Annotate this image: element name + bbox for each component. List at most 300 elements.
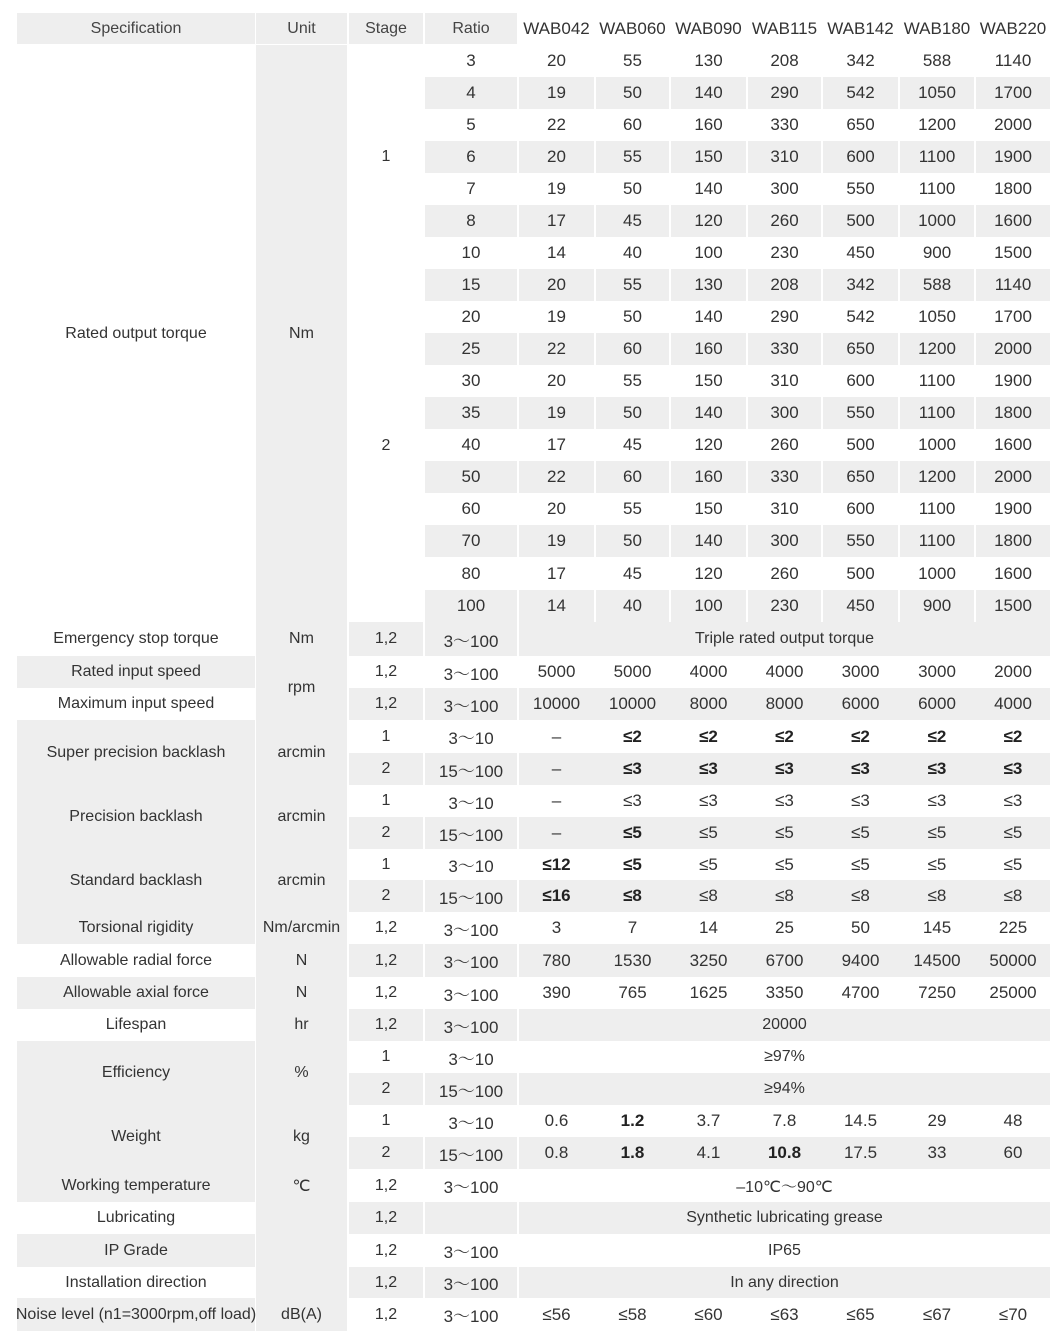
row-shading [425, 1202, 517, 1234]
spec-value: ≤5 [699, 854, 718, 874]
torque-value: 1700 [994, 307, 1032, 326]
merged-value: In any direction [730, 1273, 839, 1291]
torque-value: 140 [694, 403, 723, 422]
header-model: WAB180 [903, 18, 971, 38]
stage-label: 2 [381, 1080, 391, 1097]
ratio-value: 50 [461, 467, 481, 486]
torque-value: 2000 [994, 467, 1032, 486]
stage-label: 1,2 [374, 1176, 398, 1194]
torque-value: 140 [694, 531, 723, 550]
spec-value: ≤5 [851, 823, 870, 842]
spec-value: 4000 [994, 694, 1032, 713]
torque-value: 1000 [918, 435, 956, 454]
spec-value: ≤12 [542, 854, 571, 874]
spec-value: 14 [699, 918, 718, 937]
torque-value: 310 [770, 499, 799, 518]
spec-value: 4.1 [696, 1143, 721, 1162]
stage-label: 1 [381, 727, 391, 745]
torque-value: 450 [846, 596, 875, 615]
torque-value: 1100 [918, 179, 956, 198]
spec-value: 0.8 [544, 1143, 569, 1162]
header-stage: Stage [365, 19, 407, 37]
merged-value: Synthetic lubricating grease [686, 1209, 883, 1226]
spec-value: ≤8 [775, 886, 794, 905]
unit-label: arcmin [277, 808, 326, 825]
header-specification: Specification [90, 19, 182, 37]
torque-value: 19 [547, 307, 566, 326]
unit-label: arcmin [277, 743, 326, 761]
spec-value: ≤3 [851, 759, 870, 778]
ratio-value: 15～100 [438, 888, 504, 908]
spec-value: 0.6 [544, 1111, 569, 1130]
spec-value: ≤3 [1003, 759, 1023, 778]
torque-value: 20 [547, 275, 566, 294]
merged-value: ≥97% [764, 1048, 805, 1065]
torque-value: 22 [547, 115, 566, 134]
spec-value: 3000 [918, 662, 956, 681]
spec-label: Emergency stop torque [53, 630, 219, 647]
torque-value: 55 [623, 147, 642, 166]
spec-value: 9400 [841, 950, 880, 970]
spec-value: ≤56 [542, 1304, 571, 1324]
spec-value: 60 [1003, 1143, 1023, 1162]
torque-value: 1600 [994, 211, 1032, 230]
spec-value: 3350 [765, 983, 804, 1002]
stage-label: 1,2 [374, 1305, 398, 1323]
stage-label: 2 [381, 824, 391, 841]
torque-value: 1800 [994, 403, 1032, 422]
torque-value: 1000 [918, 563, 956, 583]
spec-value: 4700 [841, 983, 880, 1002]
torque-value: 55 [623, 499, 642, 518]
unit-label: N [295, 984, 308, 1001]
torque-value: 55 [623, 51, 642, 70]
spec-value: ≤67 [922, 1304, 952, 1324]
torque-value: 45 [623, 563, 642, 583]
spec-value: ≤3 [927, 759, 947, 778]
torque-value: 1050 [918, 83, 956, 102]
torque-value: 588 [922, 51, 952, 70]
spec-value: ≤3 [927, 791, 947, 810]
header-model: WAB090 [675, 18, 742, 38]
ratio-value: 60 [461, 499, 481, 518]
torque-value: 1500 [994, 243, 1032, 262]
torque-value: 22 [547, 339, 566, 358]
torque-value: 650 [846, 467, 875, 486]
torque-value: 19 [547, 531, 566, 550]
spec-value: 8000 [689, 694, 728, 713]
spec-value: ≤2 [851, 726, 870, 746]
spec-label: Lubricating [96, 1209, 176, 1226]
spec-value: ≤5 [851, 854, 870, 874]
spec-label: Working temperature [61, 1176, 211, 1194]
ratio-value: 3 [466, 51, 476, 70]
torque-value: 19 [547, 179, 566, 198]
spec-value: ≤5 [775, 823, 794, 842]
torque-value: 1200 [918, 115, 956, 134]
spec-value: ≤5 [775, 854, 794, 874]
ratio-value: 3～100 [443, 696, 499, 716]
ratio-value: 3～100 [443, 1243, 499, 1262]
header-model: WAB042 [523, 18, 590, 38]
torque-value: 550 [846, 531, 875, 550]
spec-value: ≤58 [618, 1304, 647, 1324]
torque-value: 60 [623, 115, 642, 134]
ratio-value: 3～100 [443, 664, 499, 684]
torque-value: 542 [846, 83, 875, 102]
torque-value: 1100 [918, 499, 956, 518]
spec-value: ≤5 [927, 854, 947, 874]
torque-value: 100 [694, 596, 723, 615]
torque-value: 2000 [994, 115, 1032, 134]
torque-value: 50 [623, 307, 642, 326]
torque-value: 130 [694, 51, 723, 70]
torque-value: 17 [547, 563, 566, 583]
spec-value: 1625 [689, 983, 728, 1002]
spec-label: Noise level (n1=3000rpm,off load) [15, 1305, 257, 1323]
torque-value: 600 [846, 499, 875, 518]
torque-value: 55 [623, 275, 642, 294]
torque-value: 1800 [994, 179, 1032, 198]
ratio-value: 3～10 [448, 1113, 494, 1133]
spec-value: ≤8 [623, 886, 642, 905]
torque-value: 60 [623, 339, 642, 358]
ratio-value: 70 [461, 531, 481, 550]
spec-label: IP Grade [104, 1241, 168, 1259]
spec-value: ≤3 [1003, 791, 1023, 810]
torque-value: 150 [694, 147, 723, 166]
spec-value: 17.5 [843, 1143, 878, 1162]
torque-value: 14 [547, 243, 566, 262]
torque-value: 500 [846, 563, 875, 583]
spec-value: 14500 [913, 950, 961, 970]
torque-value: 260 [770, 435, 799, 454]
torque-value: 20 [547, 147, 566, 166]
spec-value: 6700 [765, 950, 804, 970]
spec-label: Rated output torque [65, 324, 207, 342]
spec-value: 10000 [608, 694, 657, 713]
unit-label: rpm [287, 679, 316, 696]
spec-label: Allowable radial force [59, 951, 213, 969]
spec-value: 10.8 [767, 1143, 802, 1162]
torque-value: 650 [846, 339, 875, 358]
stage-label: 1,2 [374, 984, 398, 1001]
torque-value: 50 [623, 531, 642, 550]
spec-value: 8000 [765, 694, 804, 713]
torque-value: 1700 [994, 83, 1032, 102]
torque-value: 260 [770, 563, 799, 583]
ratio-value: 5 [466, 115, 476, 134]
header-model: WAB220 [979, 18, 1047, 38]
stage-label: 1 [381, 1048, 391, 1065]
stage-label: 1,2 [374, 1241, 398, 1259]
spec-value: ≤3 [623, 791, 642, 810]
torque-value: 1100 [918, 371, 956, 390]
stage-label: 1,2 [374, 951, 398, 969]
spec-value: ≤5 [1003, 854, 1023, 874]
torque-value: 650 [846, 115, 875, 134]
spec-label: Maximum input speed [57, 695, 215, 712]
torque-value: 19 [547, 83, 566, 102]
torque-value: 342 [846, 51, 875, 70]
spec-value: 50 [851, 918, 870, 937]
stage-label: 1,2 [374, 1016, 398, 1033]
header-ratio: Ratio [452, 19, 490, 37]
stage-label: 1 [381, 792, 391, 809]
stage-label: 1 [381, 148, 391, 165]
torque-value: 1600 [994, 563, 1032, 583]
ratio-value: 3～10 [448, 857, 494, 876]
unit-label: N [295, 951, 308, 969]
header-model: WAB115 [751, 18, 818, 38]
unit-label: Nm [289, 324, 314, 342]
torque-value: 290 [770, 307, 799, 326]
torque-value: 160 [694, 115, 723, 134]
unit-label: hr [294, 1016, 309, 1033]
spec-value: 6000 [918, 694, 956, 713]
ratio-value: 4 [466, 83, 476, 102]
spec-value: 10000 [532, 694, 581, 713]
unit-label: Nm/arcmin [262, 919, 341, 936]
torque-value: 1200 [918, 467, 956, 486]
torque-value: 600 [846, 371, 875, 390]
spec-label: Weight [111, 1128, 161, 1145]
torque-value: 17 [547, 211, 566, 230]
torque-value: 550 [846, 403, 875, 422]
stage-label: 1,2 [374, 1209, 398, 1226]
torque-value: 260 [770, 211, 799, 230]
ratio-value: 15～100 [438, 1081, 504, 1101]
spec-value: ≤8 [1003, 886, 1023, 905]
ratio-value: 100 [456, 596, 486, 615]
torque-value: 120 [694, 435, 723, 454]
torque-value: 50 [623, 403, 642, 422]
torque-value: 300 [770, 179, 799, 198]
spec-value: 29 [927, 1111, 947, 1130]
unit-label: dB(A) [281, 1305, 322, 1323]
ratio-value: 3～100 [443, 1017, 499, 1037]
torque-value: 208 [770, 51, 799, 70]
torque-value: 45 [623, 435, 642, 454]
torque-value: 1050 [918, 307, 956, 326]
stage-label: 1,2 [374, 630, 398, 647]
spec-value: 780 [542, 950, 571, 970]
spec-value: 3 [551, 918, 562, 937]
torque-value: 588 [922, 275, 952, 294]
spec-value: ≤3 [851, 791, 870, 810]
spec-value: ≤5 [699, 823, 718, 842]
torque-value: 130 [694, 275, 723, 294]
torque-value: 140 [694, 307, 723, 326]
spec-value: ≤2 [699, 726, 718, 746]
ratio-value: 15 [461, 275, 481, 294]
ratio-value: 3～100 [443, 1178, 499, 1197]
stage-label: 2 [381, 1144, 391, 1161]
stage-label: 2 [381, 436, 391, 454]
torque-value: 1900 [994, 147, 1032, 166]
spec-value: ≤3 [699, 759, 718, 778]
spec-value: ≤3 [699, 791, 718, 810]
torque-value: 230 [770, 243, 799, 262]
ratio-value: 7 [466, 179, 476, 198]
spec-value: ≤70 [998, 1304, 1028, 1324]
spec-value: – [551, 759, 562, 778]
spec-value: – [551, 823, 562, 842]
unit-label: % [294, 1064, 309, 1081]
spec-value: 225 [998, 918, 1028, 937]
spec-value: 765 [618, 983, 647, 1002]
spec-value: ≤5 [1003, 823, 1023, 842]
torque-value: 1500 [994, 596, 1032, 615]
ratio-value: 25 [461, 339, 481, 358]
torque-value: 1000 [918, 211, 956, 230]
torque-value: 208 [770, 275, 799, 294]
ratio-value: 15～100 [438, 825, 504, 845]
spec-value: 50000 [989, 950, 1037, 970]
stage-label: 2 [381, 760, 391, 777]
spec-value: ≤2 [927, 726, 947, 746]
header-model: WAB060 [599, 18, 666, 38]
torque-value: 160 [694, 467, 723, 486]
spec-value: 3000 [841, 662, 880, 681]
spec-value: ≤2 [623, 726, 642, 746]
ratio-value: 20 [461, 307, 481, 326]
torque-value: 1140 [994, 275, 1032, 294]
unit-label: arcmin [277, 871, 326, 889]
spec-value: 1.2 [620, 1111, 645, 1130]
torque-value: 20 [547, 371, 566, 390]
spec-value: 14.5 [843, 1111, 878, 1130]
stage-label: 1,2 [374, 1273, 398, 1291]
torque-value: 300 [770, 403, 799, 422]
torque-value: 1140 [994, 51, 1032, 70]
ratio-value: 15～100 [438, 761, 504, 781]
torque-value: 300 [770, 531, 799, 550]
spec-value: ≤3 [623, 759, 642, 778]
torque-value: 310 [770, 371, 799, 390]
torque-value: 19 [547, 403, 566, 422]
torque-value: 140 [694, 179, 723, 198]
spec-value: ≤3 [775, 759, 794, 778]
ratio-value: 6 [466, 147, 476, 166]
torque-value: 542 [846, 307, 875, 326]
stage-label: 1 [381, 1112, 391, 1129]
torque-value: 1100 [918, 403, 956, 422]
torque-value: 50 [623, 83, 642, 102]
ratio-value: 30 [461, 371, 481, 390]
unit-label: Nm [289, 630, 314, 647]
ratio-value: 3～100 [443, 985, 499, 1005]
torque-value: 60 [623, 467, 642, 486]
ratio-value: 3～100 [443, 631, 499, 651]
stage-label: 1,2 [374, 663, 398, 680]
torque-value: 230 [770, 596, 799, 615]
torque-value: 900 [922, 596, 952, 615]
spec-label: Installation direction [65, 1273, 207, 1291]
spec-value: 7 [627, 918, 638, 937]
merged-value: Triple rated output torque [694, 630, 875, 647]
ratio-value: 3～10 [448, 1049, 494, 1069]
torque-value: 1100 [918, 531, 956, 550]
spec-value: ≤8 [851, 886, 870, 905]
torque-value: 100 [694, 243, 723, 262]
spec-value: 25000 [989, 983, 1037, 1002]
spec-label: Lifespan [105, 1016, 167, 1033]
spec-value: ≤5 [623, 854, 642, 874]
torque-value: 55 [623, 371, 642, 390]
torque-value: 900 [922, 243, 952, 262]
spec-value: ≤3 [775, 791, 794, 810]
torque-value: 500 [846, 435, 875, 454]
spec-value: ≤63 [770, 1304, 799, 1324]
spec-label: Rated input speed [71, 663, 201, 680]
ratio-value: 15～100 [438, 1145, 504, 1165]
unit-label: kg [293, 1128, 310, 1145]
torque-value: 14 [547, 596, 566, 615]
torque-value: 1600 [994, 435, 1032, 454]
spec-value: ≤8 [927, 886, 947, 905]
spec-value: 25 [775, 918, 794, 937]
spec-value: – [551, 726, 562, 746]
spec-label: Efficiency [101, 1064, 171, 1081]
torque-value: 330 [770, 467, 799, 486]
torque-value: 550 [846, 179, 875, 198]
torque-value: 17 [547, 435, 566, 454]
ratio-value: 3～100 [443, 1275, 499, 1294]
torque-value: 342 [846, 275, 875, 294]
spec-value: 5000 [537, 662, 576, 681]
torque-value: 600 [846, 147, 875, 166]
stage-label: 1 [381, 855, 391, 873]
torque-value: 500 [846, 211, 875, 230]
ratio-value: 40 [461, 435, 481, 454]
torque-value: 1800 [994, 531, 1032, 550]
torque-value: 2000 [994, 339, 1032, 358]
spec-value: 3250 [689, 950, 728, 970]
stage-label: 1,2 [374, 919, 398, 936]
spec-value: 3.7 [696, 1111, 721, 1130]
spec-value: 6000 [841, 694, 880, 713]
merged-value: –10℃～90℃ [736, 1179, 833, 1196]
spec-label: Allowable axial force [63, 984, 209, 1001]
spec-value: 48 [1003, 1111, 1023, 1130]
torque-value: 160 [694, 339, 723, 358]
spec-value: 7.8 [772, 1111, 797, 1130]
header-model: WAB142 [827, 18, 894, 38]
spec-label: Precision backlash [69, 808, 203, 825]
spec-value: 5000 [613, 662, 652, 681]
torque-value: 120 [694, 563, 723, 583]
spec-value: 7250 [918, 983, 956, 1002]
torque-value: 150 [694, 371, 723, 390]
torque-value: 1200 [918, 339, 956, 358]
torque-value: 20 [547, 51, 566, 70]
torque-value: 140 [694, 83, 723, 102]
torque-value: 290 [770, 83, 799, 102]
torque-value: 50 [623, 179, 642, 198]
ratio-value: 3～10 [448, 793, 494, 813]
spec-value: 4000 [765, 662, 804, 681]
ratio-value: 3～100 [443, 953, 499, 972]
spec-value: 1530 [613, 950, 652, 970]
torque-value: 40 [623, 596, 642, 615]
spec-value: 1.8 [620, 1143, 645, 1162]
torque-value: 310 [770, 147, 799, 166]
torque-value: 330 [770, 339, 799, 358]
merged-value: ≥94% [764, 1080, 805, 1097]
torque-value: 120 [694, 211, 723, 230]
ratio-value: 10 [461, 243, 481, 262]
